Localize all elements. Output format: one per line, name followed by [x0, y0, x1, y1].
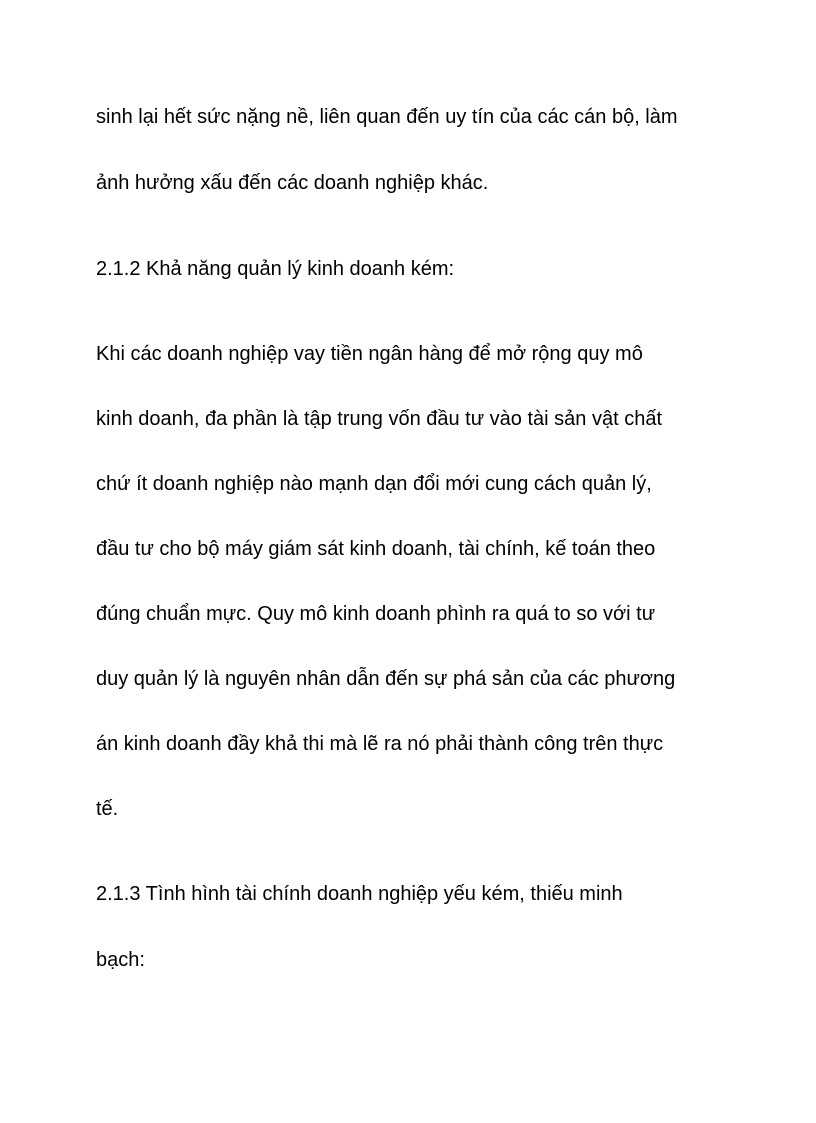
paragraph-line: Khi các doanh nghiệp vay tiền ngân hàng để mở rộng quy mô	[96, 343, 643, 365]
paragraph-line: ảnh hưởng xấu đến các doanh nghiệp khác.	[96, 172, 489, 194]
paragraph-line: đúng chuẩn mực. Quy mô kinh doanh phình ra quá to so với tư	[96, 603, 656, 625]
paragraph-line: án kinh doanh đầy khả thi mà lẽ ra nó phải thành công trên thực	[96, 733, 664, 755]
section-heading: 2.1.2 Khả năng quản lý kinh doanh kém:	[96, 258, 455, 280]
paragraph-line: duy quản lý là nguyên nhân dẫn đến sự phá sản của các phương	[96, 668, 676, 690]
paragraph-line: kinh doanh, đa phần là tập trung vốn đầu tư vào tài sản vật chất	[96, 408, 663, 430]
paragraph-line: tế.	[96, 798, 119, 820]
paragraph-line: đầu tư cho bộ máy giám sát kinh doanh, tài chính, kế toán theo	[96, 538, 656, 560]
paragraph-line: sinh lại hết sức nặng nề, liên quan đến uy tín của các cán bộ, làm	[96, 106, 678, 128]
section-heading: bạch:	[96, 949, 145, 971]
section-heading: 2.1.3 Tình hình tài chính doanh nghiệp yếu kém, thiếu minh	[96, 883, 623, 905]
paragraph-line: chứ ít doanh nghiệp nào mạnh dạn đổi mới cung cách quản lý,	[96, 473, 652, 495]
